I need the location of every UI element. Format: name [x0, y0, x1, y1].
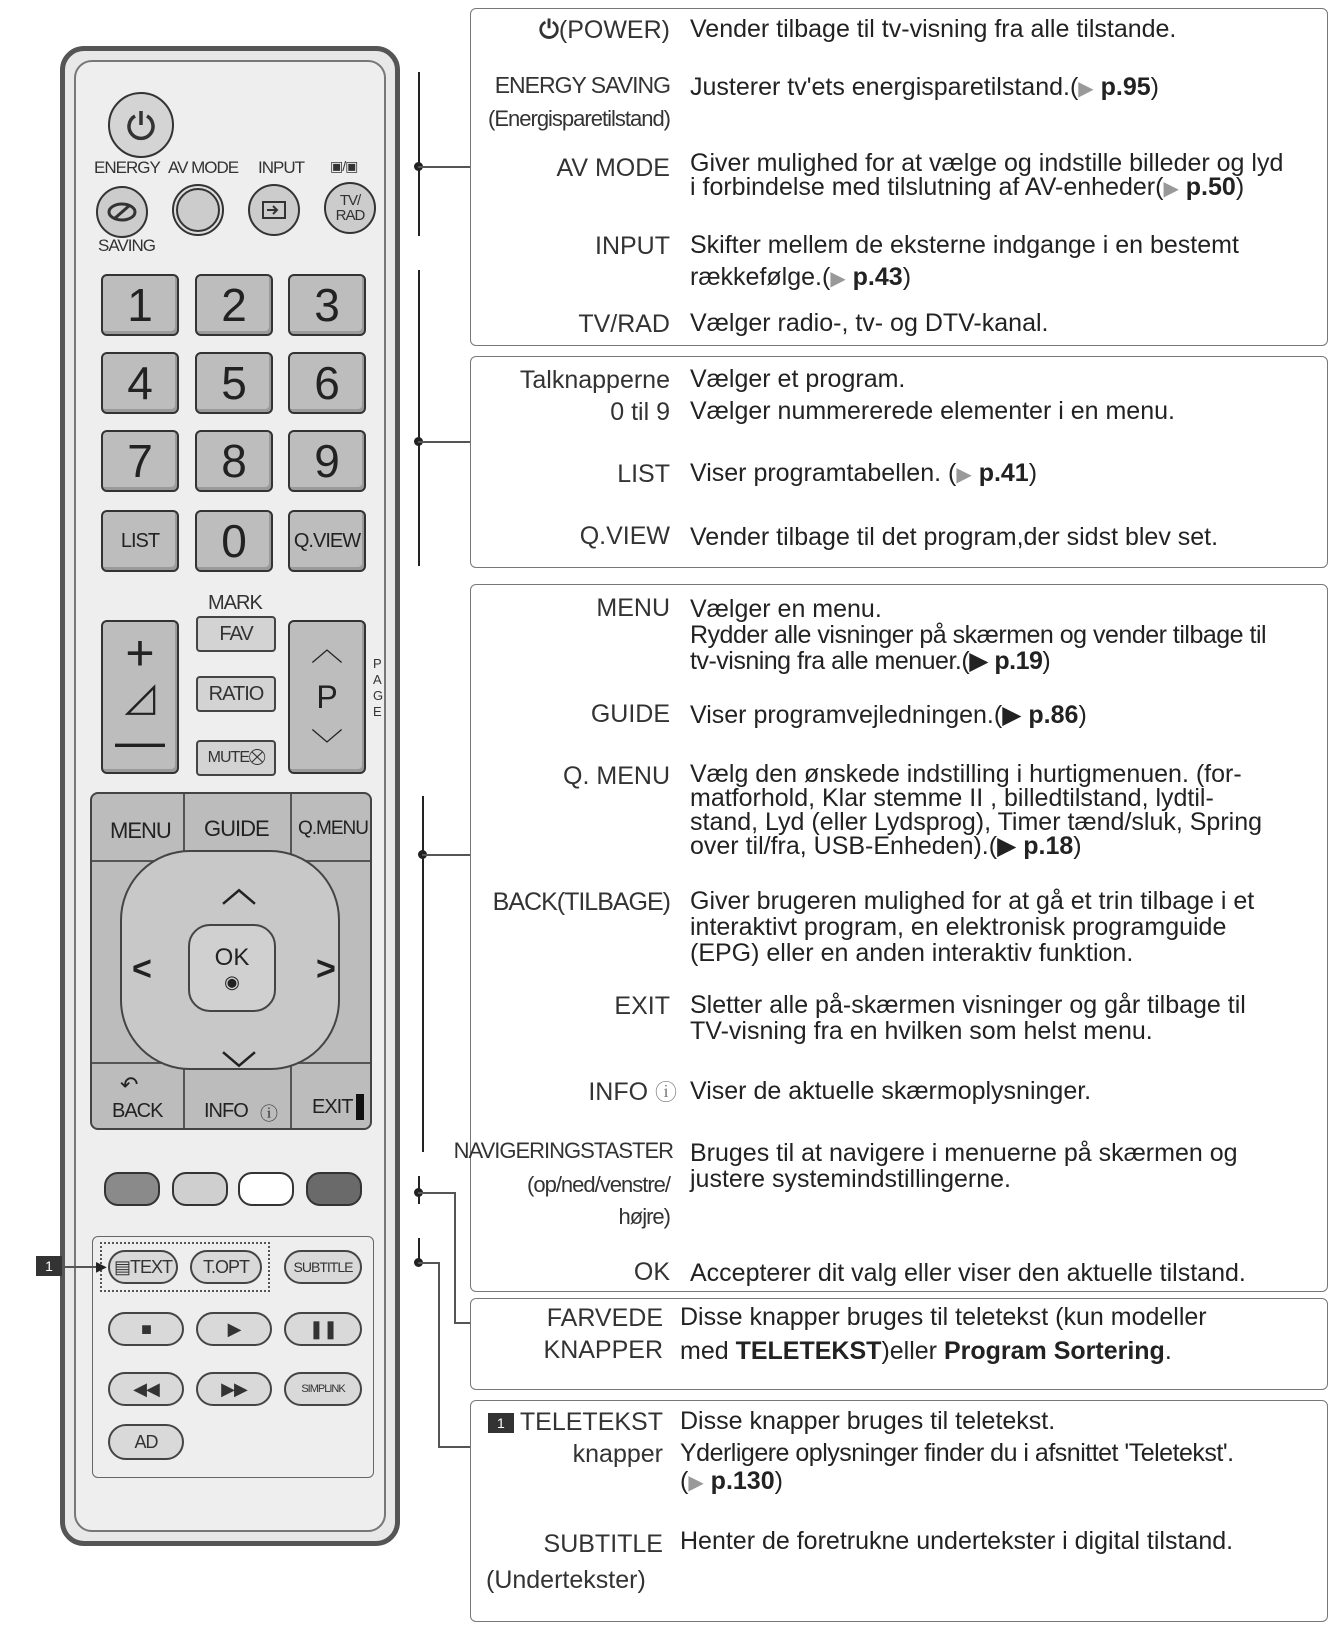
digit-0-button[interactable]: 0 [195, 510, 273, 572]
mute-icon: ⛒ [249, 749, 265, 766]
qmenu-button[interactable]: Q.MENU [298, 818, 368, 839]
desc-energy-saving: Justerer tv'ets energisparetilstand.(▶ p.95) [690, 73, 1159, 101]
term-tv-rad: TV/RAD [578, 310, 670, 338]
page-ref-arrow-icon: ▶ [956, 464, 972, 486]
up-arrow-icon[interactable]: ︿ [222, 871, 256, 909]
desc-exit-2: TV-visning fra en hvilken som helst menu. [690, 1017, 1153, 1045]
term-subtitle-2: (Undertekster) [486, 1566, 646, 1594]
av-mode-button[interactable] [172, 184, 224, 236]
desc-menu-2: Rydder alle visninger på skærmen og vender tilbage til [690, 621, 1267, 649]
term-qview: Q.VIEW [579, 522, 670, 550]
list-button[interactable]: LIST [101, 510, 179, 572]
desc-back-3: (EPG) eller en anden interaktiv funktion. [690, 939, 1134, 967]
desc-teletext-3: (▶ p.130) [680, 1467, 783, 1495]
term-menu: MENU [596, 594, 670, 622]
leaf-icon [106, 201, 138, 223]
desc-color-keys-1: Disse knapper bruges til teletekst (kun modeller [680, 1303, 1207, 1331]
back-button[interactable]: BACK [112, 1100, 163, 1122]
digit-7-button[interactable]: 7 [101, 430, 179, 492]
desc-input-1: Skifter mellem de eksterne indgange i en bestemt [690, 231, 1239, 259]
term-input: INPUT [595, 232, 670, 260]
qview-button[interactable]: Q.VIEW [288, 510, 366, 572]
text-button[interactable] [108, 1250, 178, 1284]
subtitle-button[interactable]: SUBTITLE [284, 1250, 362, 1284]
program-up-icon: ︿ [310, 631, 343, 667]
desc-navigation-1: Bruges til at navigere i menuerne på skærmen og [690, 1139, 1238, 1167]
digit-3-button[interactable]: 3 [288, 274, 366, 336]
desc-qmenu-2: matforhold, Klar stemme II , billedtilstand, lydtil- [690, 784, 1214, 812]
term-guide: GUIDE [590, 700, 670, 728]
play-icon: ▶ [227, 1318, 241, 1339]
desc-number-keys-1: Vælger et program. [690, 365, 906, 393]
yellow-color-key[interactable] [238, 1172, 294, 1206]
info-button[interactable]: INFO [204, 1100, 248, 1122]
volume-icon: ◿ [124, 675, 156, 719]
term-color-keys: FARVEDE [546, 1304, 663, 1332]
topt-button[interactable]: T.OPT [190, 1250, 262, 1284]
volume-down-icon: — [115, 713, 165, 769]
volume-button[interactable] [101, 620, 179, 774]
desc-qmenu-4: over til/fra, USB-Enheden).(▶ p.18) [690, 832, 1082, 860]
mute-button[interactable] [196, 740, 276, 776]
pause-button[interactable] [284, 1312, 362, 1346]
desc-navigation-2: justere systemindstillingerne. [690, 1165, 1011, 1193]
desc-back-1: Giver brugeren mulighed for at gå et trin tilbage i et [690, 887, 1255, 915]
ok-dot-icon: ◉ [224, 971, 240, 992]
back-arrow-icon: ↶ [120, 1072, 139, 1097]
ratio-button[interactable]: RATIO [196, 676, 276, 712]
program-label: P [316, 679, 338, 715]
page-ref-arrow-icon: ▶ [688, 1472, 704, 1494]
term-navigation-keys-sub1: (op/ned/venstre/ [527, 1172, 670, 1197]
green-color-key[interactable] [172, 1172, 228, 1206]
program-button[interactable] [288, 620, 366, 774]
rewind-button[interactable] [108, 1372, 184, 1406]
term-energy-saving-sub: (Energisparetilstand) [488, 106, 670, 131]
page-ref-arrow-icon: ▶ [969, 647, 988, 675]
term-info: INFO ⓘ [588, 1078, 677, 1106]
term-navigation-keys-sub2: højre) [618, 1204, 670, 1229]
desc-menu-1: Vælger en menu. [690, 595, 882, 623]
left-arrow-icon[interactable]: < [132, 950, 152, 988]
input-label: INPUT [258, 158, 304, 177]
fav-button[interactable]: FAV [196, 616, 276, 652]
term-number-keys-range: 0 til 9 [610, 398, 670, 426]
digit-9-button[interactable]: 9 [288, 430, 366, 492]
red-color-key[interactable] [104, 1172, 160, 1206]
down-arrow-icon[interactable]: ﹀ [222, 1051, 256, 1089]
term-navigation-keys: NAVIGERINGSTASTER [453, 1138, 673, 1163]
ok-button[interactable] [188, 924, 276, 1012]
desc-power: Vender tilbage til tv-visning fra alle tilstande. [690, 15, 1177, 43]
page-label: PAGE [373, 656, 383, 719]
ok-label: OK [214, 943, 250, 971]
right-arrow-icon[interactable]: > [316, 950, 336, 988]
exit-button[interactable]: EXIT [312, 1096, 353, 1118]
menu-button[interactable]: MENU [110, 818, 171, 843]
digit-5-button[interactable]: 5 [195, 352, 273, 414]
avmode-label: AV MODE [168, 158, 239, 177]
term-teletext: 1 TELETEKST [488, 1408, 663, 1437]
guide-button[interactable]: GUIDE [204, 816, 269, 841]
text-icon: ▤ [113, 1256, 130, 1277]
power-button[interactable] [108, 92, 174, 158]
stop-icon: ■ [141, 1318, 151, 1339]
page-ref-arrow-icon: ▶ [1078, 78, 1094, 100]
desc-qmenu-3: stand, Lyd (eller Lydsprog), Timer tænd/sluk, Spring [690, 808, 1263, 836]
term-power: ⏻(POWER) [539, 16, 670, 44]
input-icon [261, 200, 287, 220]
desc-guide: Viser programvejledningen.(▶ p.86) [690, 701, 1087, 729]
desc-av-mode-2: i forbindelse med tilslutning af AV-enheder(▶ p.50) [690, 173, 1245, 201]
energy-label: ENERGY [94, 158, 160, 177]
energy-saving-button[interactable] [96, 186, 148, 238]
digit-1-button[interactable]: 1 [101, 274, 179, 336]
page-ref-arrow-icon: ▶ [997, 832, 1017, 860]
fast-forward-button[interactable] [196, 1372, 272, 1406]
simplink-button[interactable]: SIMPLINK [284, 1372, 362, 1406]
desc-av-mode-1: Giver mulighed for at vælge og indstille billeder og lyd [690, 149, 1284, 177]
term-number-keys: Talknapperne [519, 366, 670, 394]
term-back: BACK(TILBAGE) [492, 888, 670, 916]
desc-menu-3: tv-visning fra alle menuer.(▶ p.19) [690, 647, 1051, 675]
callout-badge-1: 1 [36, 1256, 62, 1276]
desc-info: Viser de aktuelle skærmoplysninger. [690, 1077, 1092, 1105]
term-av-mode: AV MODE [556, 154, 670, 182]
desc-input-2: rækkefølge.(▶ p.43) [690, 263, 912, 291]
ad-button[interactable]: AD [108, 1424, 184, 1460]
blue-color-key[interactable] [306, 1172, 362, 1206]
stop-button[interactable] [108, 1312, 184, 1346]
term-list: LIST [617, 460, 670, 488]
input-button[interactable] [248, 184, 300, 236]
term-energy-saving: ENERGY SAVING [494, 72, 670, 98]
desc-qview: Vender tilbage til det program,der sidst blev set. [690, 523, 1219, 551]
tv-rad-button[interactable]: TV/ RAD [324, 182, 376, 234]
desc-back-2: interaktivt program, en elektronisk programguide [690, 913, 1227, 941]
digit-2-button[interactable]: 2 [195, 274, 273, 336]
mark-label: MARK [208, 592, 262, 614]
term-ok: OK [633, 1258, 670, 1286]
play-button[interactable] [196, 1312, 272, 1346]
info-icon: ⓘ [654, 1080, 677, 1105]
digit-6-button[interactable]: 6 [288, 352, 366, 414]
desc-subtitle: Henter de foretrukne undertekster i digital tilstand. [680, 1527, 1234, 1555]
power-icon: ⏻ [539, 16, 559, 44]
desc-color-keys-2: med TELETEKST)eller Program Sortering. [680, 1337, 1172, 1365]
term-exit: EXIT [614, 992, 670, 1020]
desc-tv-rad: Vælger radio-, tv- og DTV-kanal. [690, 309, 1049, 337]
pause-icon: ❚❚ [308, 1318, 338, 1339]
exit-bar-icon [356, 1094, 364, 1120]
rewind-icon: ◀◀ [133, 1378, 159, 1399]
digit-8-button[interactable]: 8 [195, 430, 273, 492]
saving-label: SAVING [98, 236, 155, 255]
page-ref-arrow-icon: ▶ [1002, 701, 1022, 729]
mute-label: MUTE [207, 749, 249, 766]
digit-4-button[interactable]: 4 [101, 352, 179, 414]
desc-list: Viser programtabellen. (▶ p.41) [690, 459, 1038, 487]
program-down-icon: ﹀ [310, 727, 343, 763]
power-icon [123, 107, 159, 143]
desc-qmenu-1: Vælg den ønskede indstilling i hurtigmenuen. (for- [690, 760, 1242, 788]
desc-teletext-2: Yderligere oplysninger finder du i afsnittet 'Teletekst'. [680, 1439, 1234, 1467]
desc-ok: Accepterer dit valg eller viser den aktuelle tilstand. [690, 1259, 1246, 1287]
term-teletext-2: knapper [572, 1440, 663, 1468]
term-subtitle: SUBTITLE [543, 1530, 663, 1558]
page-ref-arrow-icon: ▶ [830, 268, 846, 290]
info-icon: ⓘ [260, 1104, 278, 1124]
desc-teletext-1: Disse knapper bruges til teletekst. [680, 1407, 1056, 1435]
text-label: TEXT [130, 1256, 173, 1277]
desc-number-keys-2: Vælger nummererede elementer i en menu. [690, 397, 1175, 425]
callout-arrow-icon: ▶ [96, 1258, 107, 1274]
tv-radio-icon: ▣/▣ [330, 158, 358, 174]
term-color-keys-2: KNAPPER [543, 1336, 663, 1364]
desc-exit-1: Sletter alle på-skærmen visninger og går tilbage til [690, 991, 1246, 1019]
fast-forward-icon: ▶▶ [221, 1378, 247, 1399]
term-qmenu: Q. MENU [563, 762, 670, 790]
page-ref-arrow-icon: ▶ [1163, 178, 1179, 200]
volume-up-icon: + [125, 625, 155, 681]
callout-badge-1: 1 [488, 1413, 514, 1433]
